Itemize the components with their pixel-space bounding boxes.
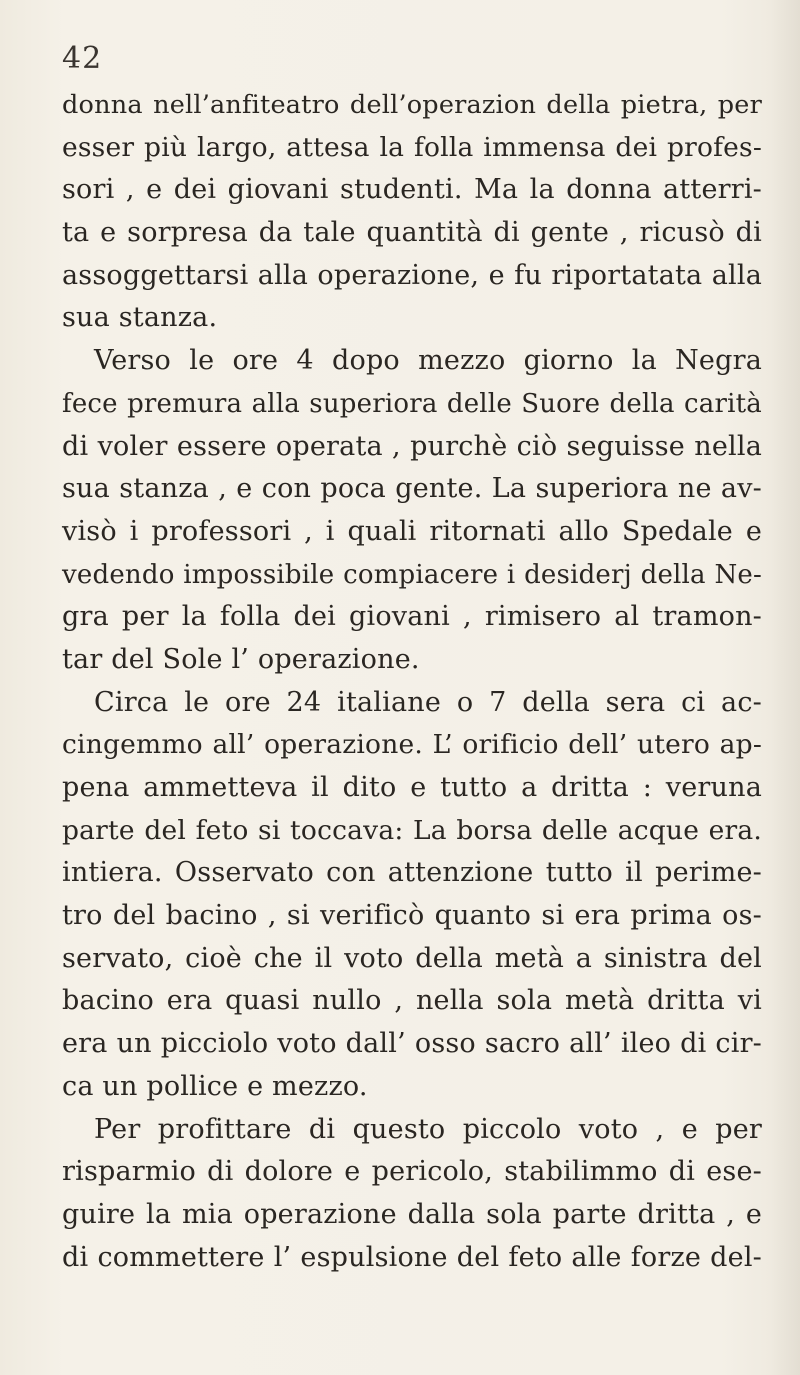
text-line: sua stanza , e con poca gente. La superiora ne av- bbox=[62, 473, 762, 505]
text-line: tro del bacino , si verificò quanto si era prima os- bbox=[62, 900, 762, 932]
text-line: era un picciolo voto dall’ osso sacro all’ ileo di cir- bbox=[62, 1028, 762, 1060]
text-line: ta e sorpresa da tale quantità di gente , ricusò di bbox=[62, 217, 762, 249]
body-text bbox=[62, 84, 762, 1279]
text-line: Per profittare di questo piccolo voto , e per bbox=[94, 1113, 762, 1145]
text-line: fece premura alla superiora delle Suore della carità bbox=[62, 388, 762, 419]
text-line: vedendo impossibile compiacere i desiderj della Ne- bbox=[62, 559, 762, 590]
page-edge-shadow bbox=[770, 0, 800, 1375]
text-line: gra per la folla dei giovani , rimisero al tramon- bbox=[62, 601, 762, 633]
text-line: di voler essere operata , purchè ciò seguisse nella bbox=[62, 430, 762, 462]
page-number: 42 bbox=[62, 41, 103, 76]
text-line: risparmio di dolore e pericolo, stabilimmo di ese- bbox=[62, 1156, 762, 1188]
text-line: di commettere l’ espulsione del feto alle forze del- bbox=[62, 1241, 762, 1273]
text-line: Verso le ore 4 dopo mezzo giorno la Negra bbox=[94, 345, 762, 377]
text-line: tar del Sole l’ operazione. bbox=[62, 643, 420, 675]
text-line: sori , e dei giovani studenti. Ma la donna atterri- bbox=[62, 174, 762, 206]
text-line: parte del feto si toccava: La borsa delle acque era. bbox=[62, 814, 762, 846]
text-line: ca un pollice e mezzo. bbox=[62, 1070, 368, 1102]
text-line: guire la mia operazione dalla sola parte dritta , e bbox=[62, 1198, 762, 1230]
text-line: servato, cioè che il voto della metà a sinistra del bbox=[62, 942, 762, 974]
text-line: Circa le ore 24 italiane o 7 della sera ci ac- bbox=[94, 686, 762, 718]
text-line: assoggettarsi alla operazione, e fu riportatata alla bbox=[62, 259, 762, 291]
text-line: sua stanza. bbox=[62, 302, 218, 334]
text-line: pena ammetteva il dito e tutto a dritta : veruna bbox=[62, 772, 762, 803]
text-line: esser più largo, attesa la folla immensa dei profes- bbox=[62, 131, 762, 163]
text-line: cingemmo all’ operazione. L’ orificio dell’ utero ap- bbox=[62, 729, 762, 761]
text-line: visò i professori , i quali ritornati allo Spedale e bbox=[62, 515, 762, 547]
text-line: bacino era quasi nullo , nella sola metà dritta vi bbox=[62, 985, 762, 1017]
text-line: donna nell’anfiteatro dell’operazion della pietra, per bbox=[62, 90, 762, 120]
text-line: intiera. Osservato con attenzione tutto il perime- bbox=[62, 857, 762, 889]
